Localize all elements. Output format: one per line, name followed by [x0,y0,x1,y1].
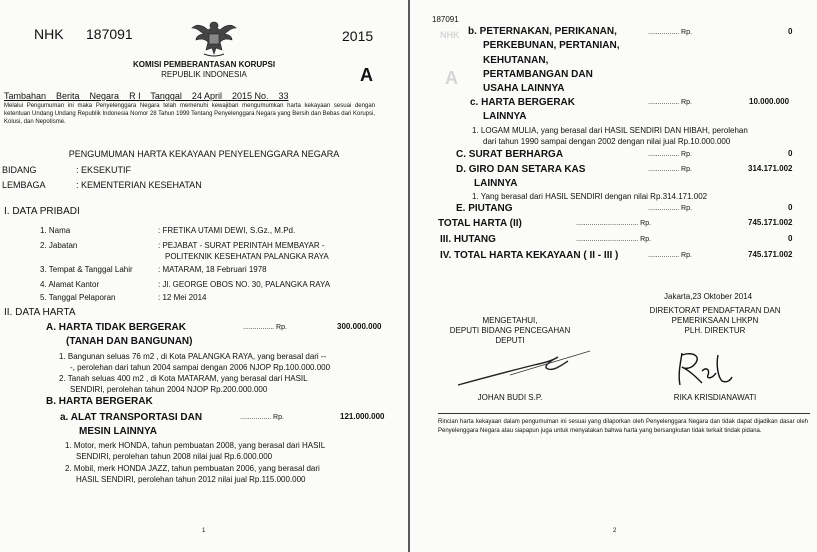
peternakan-dots: ................ Rp. [648,29,692,36]
harta-bergerak-lainnya-title: c. HARTA BERGERAK [470,97,576,108]
right-signatory-line-3: PLH. DIREKTUR [684,326,746,335]
alat-transportasi-dots: ................ Rp. [240,414,284,421]
total-harta-kekayaan-amount: 745.171.002 [748,250,793,259]
doc-number: 187091 [86,26,133,42]
land-item-1b: -, perolehan dari tahun 2004 sampai dengan 2006 NJOP Rp.100.000.000 [70,363,331,372]
giro-subtitle: LAINNYA [474,178,518,189]
personal-label-1: 1. Nama [40,226,71,235]
preamble: Melalui Pengumuman ini maka Penyelenggara Negara telah memenuhi kewajiban mengumumkan harta kekayaan sesuai dengan ketentuan Undang Undang Republik Indonesia Nomor 28 Tahun 1999 Tentang Penyelenggara Negara yang Bersih dan Bebas dari Korupsi, Kolusi, dan Nepotisme. [4,103,375,125]
personal-label-5: 5. Tanggal Pelaporan [40,293,116,302]
doc-code: NHK [34,26,64,42]
lembaga-label: LEMBAGA [2,180,46,190]
right-signatory-line-2: PEMERIKSAAN LHKPN [671,316,759,325]
bidang-value: : EKSEKUTIF [76,165,132,175]
personal-label-4: 4. Alamat Kantor [40,280,100,289]
personal-value-2a: : PEJABAT - SURAT PERINTAH MEMBAYAR - [158,241,325,250]
harta-tidak-bergerak-title: A. HARTA TIDAK BERGERAK [46,322,186,333]
alat-transportasi-subtitle: MESIN LAINNYA [79,426,157,437]
section-data-pribadi: I. DATA PRIBADI [4,206,80,217]
garuda-emblem-icon [190,18,238,58]
land-item-1a: 1. Bangunan seluas 76 m2 , di Kota PALANGKA RAYA, yang berasal dari -- [59,352,327,361]
giro-dots: ................ Rp. [648,166,692,173]
document-page-1 [0,0,408,552]
personal-label-3: 3. Tempat & Tanggal Lahir [40,265,133,274]
personal-label-2: 2. Jabatan [40,241,78,250]
left-signatory-line-1: MENGETAHUI, [482,316,538,325]
hutang-amount: 0 [788,234,793,243]
agency-country: REPUBLIK INDONESIA [161,70,247,79]
footnote: Rincian harta kekayaan dalam pengumuman ini sesuai yang dilaporkan oleh Penyelenggara Negara dan tidak dapat dijadikan dasar oleh Penyelenggara Negara atau siapapun juga untuk menyatakan bahwa harta yang bersangkutan tidak terkait tindak pidana. [438,419,808,434]
piutang-amount: 0 [788,203,793,212]
giro-title: D. GIRO DAN SETARA KAS [456,164,586,175]
left-signatory-name: JOHAN BUDI S.P. [477,393,543,402]
page-number-2: 2 [613,528,617,534]
personal-value-3: : MATARAM, 18 Februari 1978 [158,265,267,274]
peternakan-title-5: USAHA LAINNYA [483,83,565,94]
right-signatory-name: RIKA KRISDIANAWATI [673,393,757,402]
personal-value-2b: POLITEKNIK KESEHATAN PALANGKA RAYA [165,252,329,261]
harta-tidak-bergerak-amount: 300.000.000 [337,322,382,331]
harta-bergerak-lainnya-amount: 10.000.000 [749,97,790,106]
place-date: Jakarta,23 Oktober 2014 [664,292,753,301]
left-signatory-line-2: DEPUTI BIDANG PENCEGAHAN [449,326,571,335]
left-signatory-line-3: DEPUTI [495,336,525,345]
left-signature-icon [450,345,600,390]
vehicle-item-1b: SENDIRI, perolehan tahun 2008 nilai jual Rp.6.000.000 [76,452,273,461]
hutang-dots: ................................ Rp. [576,236,652,243]
doc-year: 2015 [342,28,374,44]
harta-bergerak-lainnya-dots: ................ Rp. [648,99,692,106]
total-harta-dots: ................................ Rp. [576,220,652,227]
peternakan-title-4: PERTAMBANGAN DAN [483,69,593,80]
personal-value-1: : FRETIKA UTAMI DEWI, S.Gz., M.Pd. [158,226,296,235]
gazette-line: Tambahan Berita Negara R I Tanggal 24 April 2015 No. 33 [4,91,289,101]
land-item-2b: SENDIRI, perolehan tahun 2004 NJOP Rp.200.000.000 [70,385,268,394]
peternakan-amount: 0 [788,27,793,36]
agency-name: KOMISI PEMBERANTASAN KORUPSI [132,60,276,69]
alat-transportasi-amount: 121.000.000 [340,412,385,421]
harta-bergerak-lainnya-subtitle: LAINNYA [483,111,527,122]
total-harta-kekayaan-title: IV. TOTAL HARTA KEKAYAAN ( II - III ) [440,250,619,261]
doc-number-p2: 187091 [432,15,459,24]
total-harta-title: TOTAL HARTA (II) [438,218,522,229]
document-page-2 [410,0,817,552]
land-item-2a: 2. Tanah seluas 400 m2 , di Kota MATARAM, yang berasal dari HASIL [59,374,308,383]
total-harta-amount: 745.171.002 [748,218,793,227]
hutang-title: III. HUTANG [440,234,496,245]
logam-mulia-line-1: 1. LOGAM MULIA, yang berasal dari HASIL SENDIRI DAN HIBAH, perolehan [472,126,748,135]
piutang-title: E. PIUTANG [456,203,513,214]
section-data-harta: II. DATA HARTA [4,307,76,318]
harta-tidak-bergerak-dots: ................ Rp. [243,324,287,331]
vehicle-item-1a: 1. Motor, merk HONDA, tahun pembuatan 2008, yang berasal dari HASIL [65,441,326,450]
peternakan-title-3: KEHUTANAN, [483,55,549,66]
vehicle-item-2a: 2. Mobil, merk HONDA JAZZ, tahun pembuatan 2006, yang berasal dari [65,464,320,473]
right-signature-icon [668,345,738,390]
total-harta-kekayaan-dots: ................ Rp. [648,252,692,259]
peternakan-title-2: PERKEBUNAN, PERTANIAN, [483,40,620,51]
surat-berharga-amount: 0 [788,149,793,158]
giro-item-1: 1. Yang berasal dari HASIL SENDIRI dengan nilai Rp.314.171.002 [472,192,708,201]
harta-bergerak-title: B. HARTA BERGERAK [46,396,153,407]
personal-value-4: : Jl. GEORGE OBOS NO. 30, PALANGKA RAYA [158,280,331,289]
bleed-through-text: NHK [440,30,460,40]
surat-berharga-title: C. SURAT BERHARGA [456,149,564,160]
main-title: PENGUMUMAN HARTA KEKAYAAN PENYELENGGARA NEGARA [68,149,340,159]
personal-value-5: : 12 Mei 2014 [158,293,207,302]
bidang-label: BIDANG [2,165,37,175]
stamp-letter: A [360,65,373,85]
piutang-dots: ................ Rp. [648,205,692,212]
bleed-through-letter: A [445,68,458,88]
right-signatory-line-1: DIREKTORAT PENDAFTARAN DAN [649,306,781,315]
surat-berharga-dots: ................ Rp. [648,151,692,158]
logam-mulia-line-2: dari tahun 1990 sampai dengan 2002 dengan nilai jual Rp.10.000.000 [483,137,731,146]
peternakan-title-1: b. PETERNAKAN, PERIKANAN, [468,26,617,37]
lembaga-value: : KEMENTERIAN KESEHATAN [76,180,202,190]
vehicle-item-2b: HASIL SENDIRI, perolehan tahun 2012 nilai jual Rp.115.000.000 [76,475,306,484]
alat-transportasi-title: a. ALAT TRANSPORTASI DAN [60,412,203,423]
page-number-1: 1 [202,528,206,534]
harta-tidak-bergerak-subtitle: (TANAH DAN BANGUNAN) [66,336,193,347]
footnote-divider [438,413,810,414]
giro-amount: 314.171.002 [748,164,793,173]
